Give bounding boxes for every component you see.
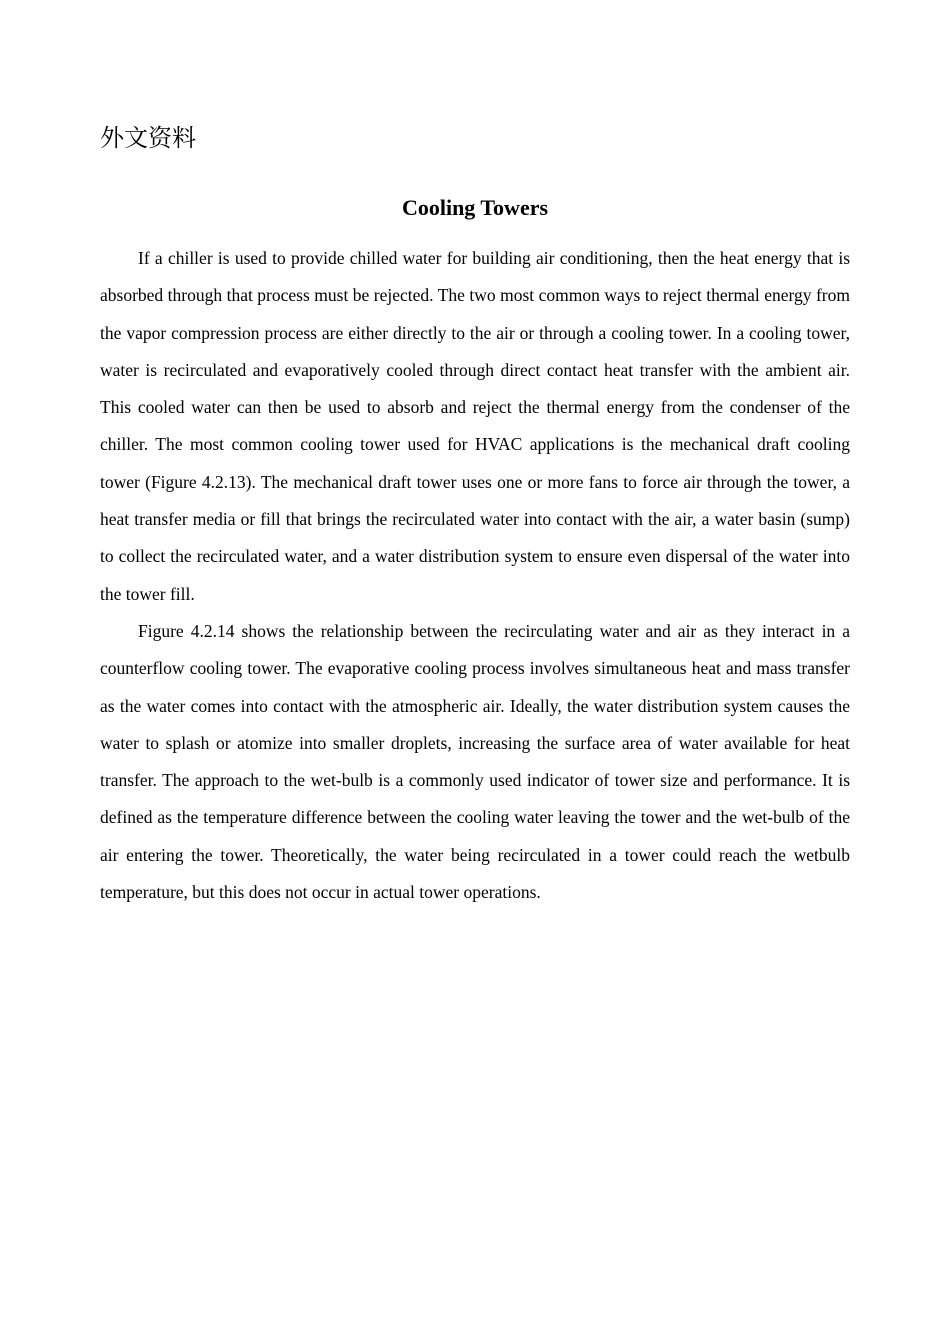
- document-title: Cooling Towers: [401, 195, 549, 220]
- section-label: 外文资料: [100, 124, 196, 152]
- paragraph-2: Figure 4.2.14 shows the relationship between the recirculating water and air as they interact in a counterflow cooling tower. The evaporative cooling process involves simultaneous heat and mass transfer as the water comes into contact with the atmospheric air. Ideally, the water distribution system causes the water to splash or atomize into smaller droplets, increasing the surface area of water available for heat transfer. The approach to the wet-bulb is a commonly used indicator of tower size and performance. It is defined as the temperature difference between the cooling water leaving the tower and the wet-bulb of the air entering the tower. Theoretically, the water being recirculated in a tower could reach the wetbulb temperature, but this does not occur in actual tower operations.: [100, 620, 850, 903]
- body-text: [100, 240, 850, 911]
- paragraph-1: If a chiller is used to provide chilled water for building air conditioning, then the heat energy that is absorbed through that process must be rejected. The two most common ways to reject thermal energy from the vapor compression process are either directly to the air or through a cooling tower. In a cooling tower, water is recirculated and evaporatively cooled through direct contact heat transfer with the ambient air. This cooled water can then be used to absorb and reject the thermal energy from the condenser of the chiller. The most common cooling tower used for HVAC applications is the mechanical draft cooling tower (Figure 4.2.13). The mechanical draft tower uses one or more fans to force air through the tower, a heat transfer media or fill that brings the recirculated water into contact with the air, a water basin (sump) to collect the recirculated water, and a water distribution system to ensure even dispersal of the water into the tower fill.: [100, 248, 850, 604]
